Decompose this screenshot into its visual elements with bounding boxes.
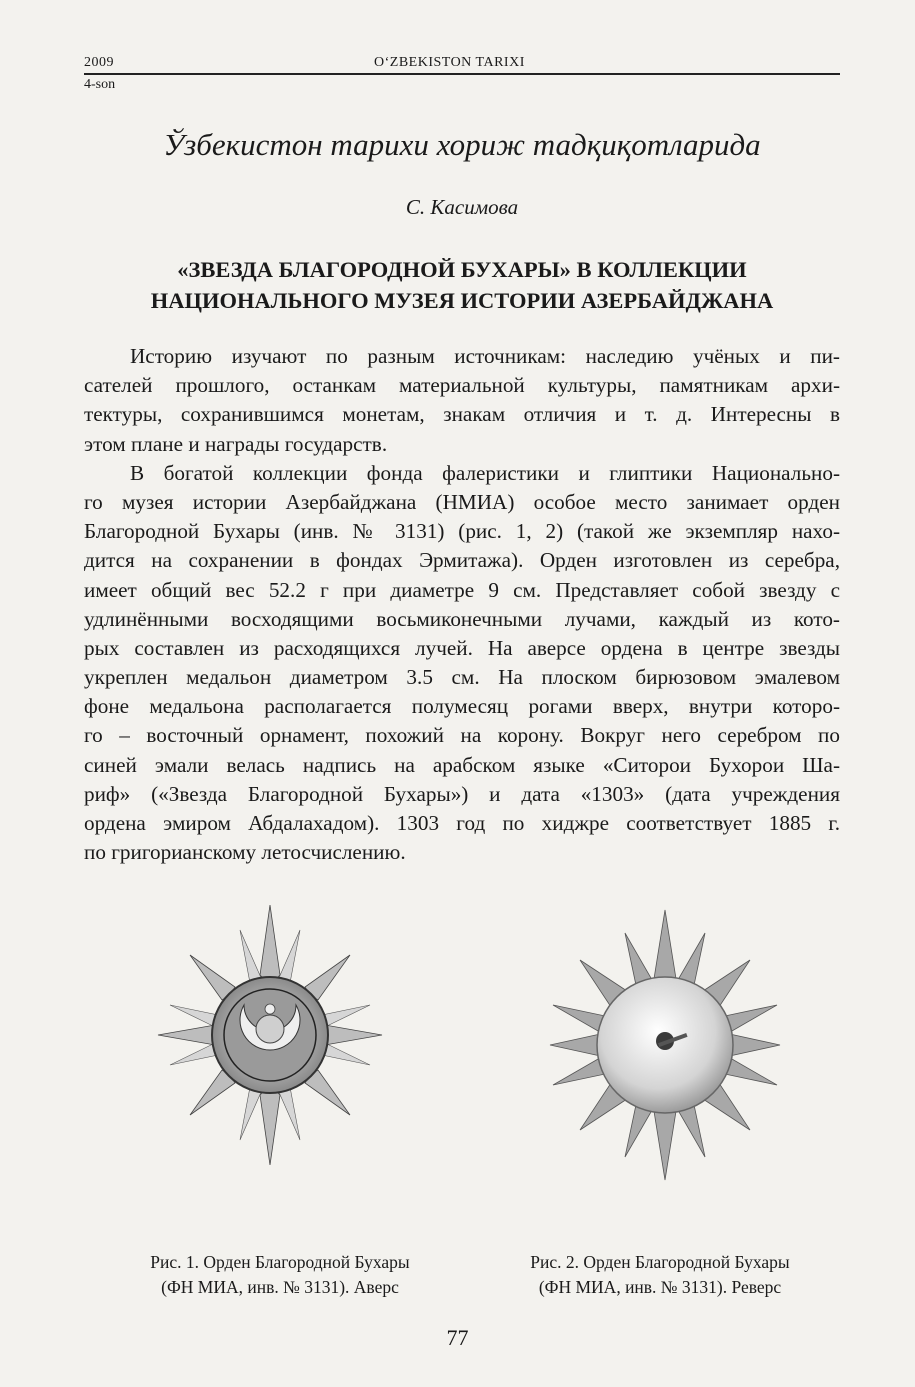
body-line: по григорианскому летосчислению. [84,840,406,865]
body-line: имеет общий вес 52.2 г при диаметре 9 см. Представляет собой звезду с [84,577,840,602]
figure-2-caption [495,1250,825,1300]
figure-order-reverse [540,895,790,1185]
body-line: го – восточный орнамент, похожий на корону. Вокруг него серебром по [84,723,840,748]
article-title-line: «ЗВЕЗДА БЛАГОРОДНОЙ БУХАРЫ» В КОЛЛЕКЦИИ [177,257,747,282]
body-line: этом плане и награды государств. [84,431,388,456]
caption-line: Рис. 2. Орден Благородной Бухары [530,1252,790,1272]
body-line: риф» («Звезда Благородной Бухары») и дата «1303» (дата учреждения [84,781,840,806]
body-line: Благородной Бухары (инв. № 3131) (рис. 1, 2) (такой же экземпляр нахо- [84,519,840,544]
body-line: тектуры, сохранившимся монетам, знакам отличия и т. д. Интересны в [84,402,840,427]
figure-order-obverse [150,895,390,1165]
order-obverse-image [150,895,390,1165]
body-line: укреплен медальон диаметром 3.5 см. На плоском бирюзовом эмалевом [84,665,840,690]
body-line: синей эмали велась надпись на арабском языке «Ситорои Бухорои Ша- [84,752,840,777]
order-reverse-image [540,895,790,1185]
body-line: рых составлен из расходящихся лучей. На аверсе ордена в центре звезды [84,635,840,660]
body-line: ордена эмиром Абдалахадом). 1303 год по хиджре соответствует 1885 г. [84,811,840,835]
caption-line: (ФН МИА, инв. № 3131). Аверс [161,1277,399,1297]
header-year: 2009 [84,55,114,70]
body-line: дится на сохранении в фондах Эрмитажа). Орден изготовлен из серебра, [84,548,840,573]
figure-1-caption [110,1250,450,1300]
header-issue: 4-son [84,77,116,92]
caption-line: Рис. 1. Орден Благородной Бухары [150,1252,410,1272]
author-name: С. Касимова [405,195,519,219]
page-number: 77 [446,1325,469,1350]
body-line: удлинёнными восходящими восьмиконечными лучами, каждый из кото- [84,606,840,631]
section-title: Ўзбекистон тарихи хориж тадқиқотларида [163,127,761,162]
article-title [84,254,840,316]
caption-line: (ФН МИА, инв. № 3131). Реверс [538,1277,782,1297]
body-line: го музея истории Азербайджана (НМИА) особое место занимает орден [84,489,840,514]
header-journal-title: O‘ZBEKISTON TARIXI [374,55,525,70]
body-line: В богатой коллекции фонда фалеристики и глиптики Национально- [130,460,840,485]
header-divider [84,73,840,75]
article-body [84,342,840,867]
body-line: сателей прошлого, останкам материальной культуры, памятникам архи- [84,373,840,398]
body-line: Историю изучают по разным источникам: наследию учёных и пи- [130,344,840,368]
article-title-line: НАЦИОНАЛЬНОГО МУЗЕЯ ИСТОРИИ АЗЕРБАЙДЖАНА [150,288,774,313]
body-line: фоне медальона располагается полумесяц рогами вверх, внутри которо- [84,694,840,719]
